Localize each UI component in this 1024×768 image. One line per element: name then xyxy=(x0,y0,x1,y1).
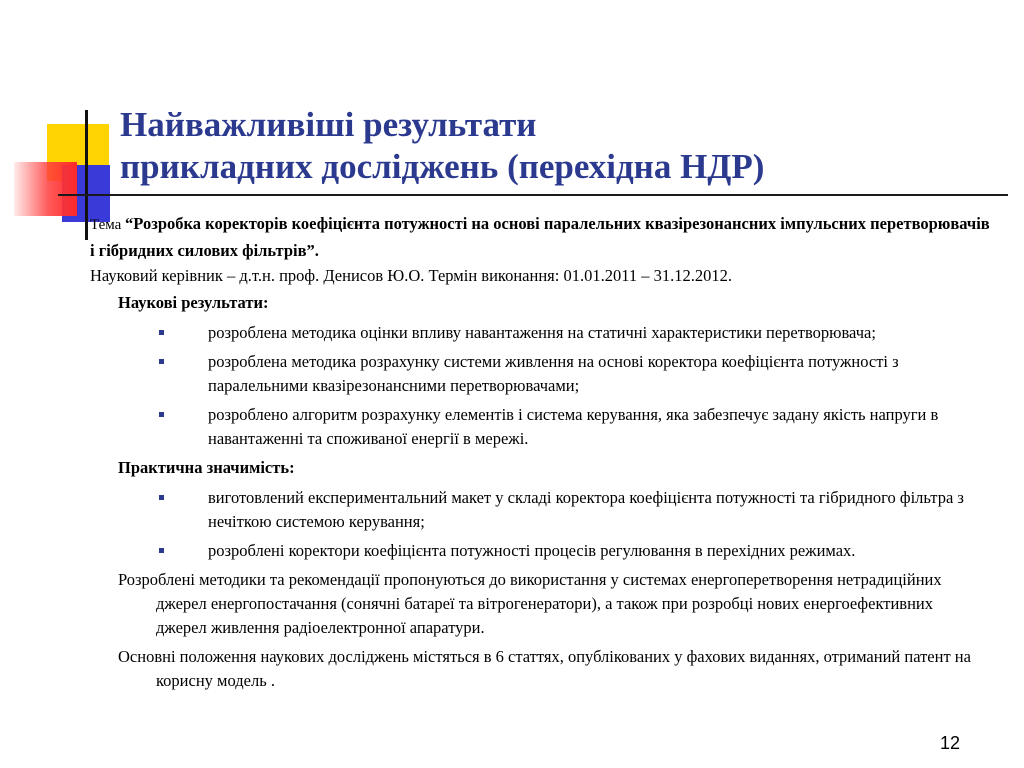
scientific-results-list xyxy=(118,321,978,451)
slide-number: 12 xyxy=(940,733,961,753)
square-bullet-icon xyxy=(159,412,164,417)
supervisor-line: Науковий керівник – д.т.н. проф. Денисов Ю.О. Термін виконання: 01.01.2011 – 31.12.2012. xyxy=(90,266,732,285)
practical-significance-list xyxy=(118,486,978,563)
list-item: виготовлений експериментальний макет у складі коректора коефіцієнта потужності та гібридного фільтра з нечіткою системою керування; xyxy=(118,486,978,534)
title-divider xyxy=(58,194,1008,196)
practical-significance-heading: Практична значимість: xyxy=(118,458,295,477)
recommendations-paragraph: Розроблені методики та рекомендації пропонуються до використання у системах енергоперетворення нетрадиційних джерел енергопостачання (сонячні батареї та вітрогенератори), а також при розробці нових енергоефективних джерел живлення радіоелектронної апаратури. xyxy=(118,570,942,637)
list-item: розроблена методика розрахунку системи живлення на основі коректора коефіцієнта потужності з паралельними квазірезонансними перетворювачами; xyxy=(118,350,978,398)
topic-block xyxy=(90,211,990,288)
topic-title: “Розробка коректорів коефіцієнта потужності на основі паралельних квазірезонансних імпульсних перетворювачів і гібридних силових фільтрів”. xyxy=(90,214,990,260)
slide-body xyxy=(118,291,978,698)
publications-paragraph: Основні положення наукових досліджень містяться в 6 статтях, опублікованих у фахових виданнях, отриманий патент на корисну модель . xyxy=(118,647,971,690)
list-item: розроблено алгоритм розрахунку елементів і система керування, яка забезпечує задану якість напруги в навантаженні та споживаної енергії в мережі. xyxy=(118,403,978,451)
decor-red-square xyxy=(14,162,77,216)
slide-title-line-1: Найважливіші результати xyxy=(120,105,537,144)
square-bullet-icon xyxy=(159,548,164,553)
square-bullet-icon xyxy=(159,495,164,500)
topic-prefix: Тема xyxy=(90,217,126,233)
decor-vertical-line xyxy=(85,110,88,240)
scientific-results-heading: Наукові результати: xyxy=(118,293,269,312)
list-item: розроблені коректори коефіцієнта потужності процесів регулювання в перехідних режимах. xyxy=(118,539,978,563)
slide-title-line-2: прикладних досліджень (перехідна НДР) xyxy=(120,147,765,186)
slide-title xyxy=(120,104,764,188)
square-bullet-icon xyxy=(159,330,164,335)
list-item: розроблена методика оцінки впливу навантаження на статичні характеристики перетворювача; xyxy=(118,321,978,345)
square-bullet-icon xyxy=(159,359,164,364)
